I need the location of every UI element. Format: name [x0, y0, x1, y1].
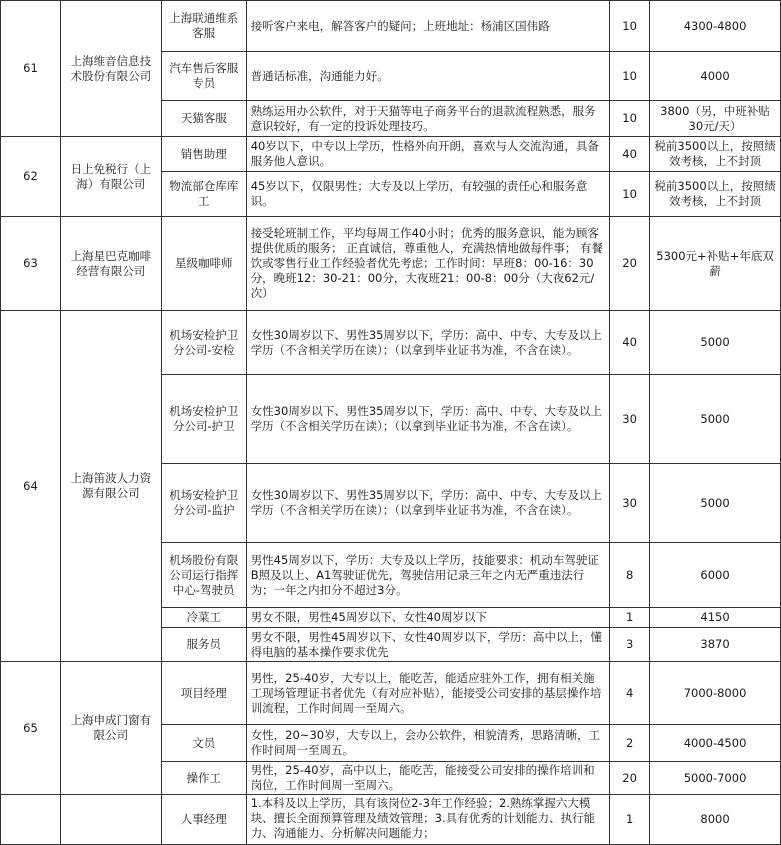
requirements: 男性，25-40岁，高中以上，能吃苦，能接受公司安排的操作培训和岗位，工作时间周一至周六。: [246, 762, 609, 795]
table-row: [1, 662, 781, 725]
headcount: 8: [610, 543, 650, 608]
row-number: 63: [1, 217, 61, 311]
requirements: 男性，25-40岁，大专以上，能吃苦，能适应驻外工作，拥有相关施工现场管理证书者优先（有对应补贴），能接受公司安排的基层操作培训流程，工作时间周一至周六。: [246, 662, 609, 725]
headcount: 30: [610, 375, 650, 464]
headcount: 10: [610, 101, 650, 137]
salary: 4000-4500: [650, 725, 781, 762]
position-title: 机场安检护卫分公司-监护: [161, 464, 246, 543]
salary: 7000-8000: [650, 662, 781, 725]
requirements: 女性，20~30岁，大专以上，会办公软件，相貌清秀，思路清晰，工作时间周一至周五。: [246, 725, 609, 762]
row-number: 61: [1, 1, 61, 137]
headcount: 40: [610, 311, 650, 375]
position-title: 机场股份有限公司运行指挥中心-驾驶员: [161, 543, 246, 608]
requirements: 男女不限，男性45周岁以下、女性40周岁以下，学历：高中以上，懂得电脑的基本操作要求优先: [246, 628, 609, 662]
position-title: 操作工: [161, 762, 246, 795]
requirements: 40岁以下，中专以上学历，性格外向开朗，喜欢与人交流沟通，具备服务他人意识。: [246, 137, 609, 172]
table-row: [1, 1, 781, 52]
headcount: 10: [610, 172, 650, 217]
salary: 5300元+补贴+年底双薪: [650, 217, 781, 311]
salary: 3800（另，中班补贴30元/天）: [650, 101, 781, 137]
headcount: 3: [610, 628, 650, 662]
position-title: 文员: [161, 725, 246, 762]
company-name: 上海笛波人力资源有限公司: [60, 311, 161, 662]
position-title: 机场安检护卫分公司-护卫: [161, 375, 246, 464]
headcount: 40: [610, 137, 650, 172]
salary: 5000: [650, 375, 781, 464]
position-title: 汽车售后客服专员: [161, 52, 246, 101]
salary: 4150: [650, 608, 781, 628]
headcount: 2: [610, 725, 650, 762]
table-row: [1, 795, 781, 845]
headcount: 20: [610, 217, 650, 311]
requirements: 接受轮班制工作，平均每周工作40小时；优秀的服务意识，能为顾客提供优质的服务； 正直诚信，尊重他人，充满热情地做每件事； 有餐饮或零售行业工作经验者优先考虑；工作时间：早班8：00-16：30分，晚班12：30-21：00分，大夜班21：00-8：00分（大夜62元/次）: [246, 217, 609, 311]
headcount: 1: [610, 795, 650, 845]
position-title: 项目经理: [161, 662, 246, 725]
company-name: 上海星巴克咖啡经营有限公司: [60, 217, 161, 311]
headcount: 10: [610, 52, 650, 101]
row-number: 65: [1, 662, 61, 795]
position-title: 机场安检护卫分公司-安检: [161, 311, 246, 375]
requirements: 45岁以下，仅限男性；大专及以上学历，有较强的责任心和服务意识。: [246, 172, 609, 217]
salary: 8000: [650, 795, 781, 845]
position-title: 冷菜工: [161, 608, 246, 628]
salary: 4300-4800: [650, 1, 781, 52]
position-title: 星级咖啡师: [161, 217, 246, 311]
table-row: [1, 137, 781, 172]
position-title: 销售助理: [161, 137, 246, 172]
salary: 5000: [650, 311, 781, 375]
position-title: 天猫客服: [161, 101, 246, 137]
position-title: 物流部仓库库工: [161, 172, 246, 217]
row-number: 62: [1, 137, 61, 217]
salary: 5000: [650, 464, 781, 543]
company-name: 日上免税行（上海）有限公司: [60, 137, 161, 217]
requirements: 女性30周岁以下、男性35周岁以下，学历：高中、中专、大专及以上学历（不含相关学历在读）；（以拿到毕业证书为准，不含在读）。: [246, 464, 609, 543]
salary: 5000-7000: [650, 762, 781, 795]
company-name: [60, 795, 161, 845]
table-row: [1, 311, 781, 375]
requirements: 男女不限，男性45周岁以下、女性40周岁以下: [246, 608, 609, 628]
requirements: 男性45周岁以下，学历：大专及以上学历，技能要求：机动车驾驶证B照及以上、A1驾驶证优先，驾驶信用记录三年之内无严重违法行为；一年之内扣分不超过3分。: [246, 543, 609, 608]
requirements: 接听客户来电，解答客户的疑问；上班地址：杨浦区国伟路: [246, 1, 609, 52]
requirements: 普通话标准，沟通能力好。: [246, 52, 609, 101]
salary: 税前3500以上，按照绩效考核，上不封顶: [650, 172, 781, 217]
row-number: [1, 795, 61, 845]
salary: 3870: [650, 628, 781, 662]
position-title: 上海联通维系客服: [161, 1, 246, 52]
salary: 6000: [650, 543, 781, 608]
headcount: 4: [610, 662, 650, 725]
company-name: 上海维音信息技术股份有限公司: [60, 1, 161, 137]
headcount: 30: [610, 464, 650, 543]
table-row: [1, 217, 781, 311]
headcount: 1: [610, 608, 650, 628]
company-name: 上海申成门窗有限公司: [60, 662, 161, 795]
salary: 4000: [650, 52, 781, 101]
requirements: 1.本科及以上学历，具有该岗位2-3年工作经验；2.熟练掌握六大模块、擅长全面预算管理及绩效管理；3.具有优秀的计划能力、执行能力、沟通能力、分析解决问题能力；: [246, 795, 609, 845]
salary: 税前3500以上，按照绩效考核，上不封顶: [650, 137, 781, 172]
requirements: 女性30周岁以下、男性35周岁以下，学历：高中、中专、大专及以上学历（不含相关学历在读）；（以拿到毕业证书为准，不含在读）。: [246, 375, 609, 464]
position-title: 服务员: [161, 628, 246, 662]
row-number: 64: [1, 311, 61, 662]
position-title: 人事经理: [161, 795, 246, 845]
headcount: 20: [610, 762, 650, 795]
headcount: 10: [610, 1, 650, 52]
requirements: 熟练运用办公软件，对于天猫等电子商务平台的退款流程熟悉，服务意识较好，有一定的投诉处理技巧。: [246, 101, 609, 137]
requirements: 女性30周岁以下、男性35周岁以下，学历：高中、中专、大专及以上学历（不含相关学历在读）；（以拿到毕业证书为准，不含在读）。: [246, 311, 609, 375]
